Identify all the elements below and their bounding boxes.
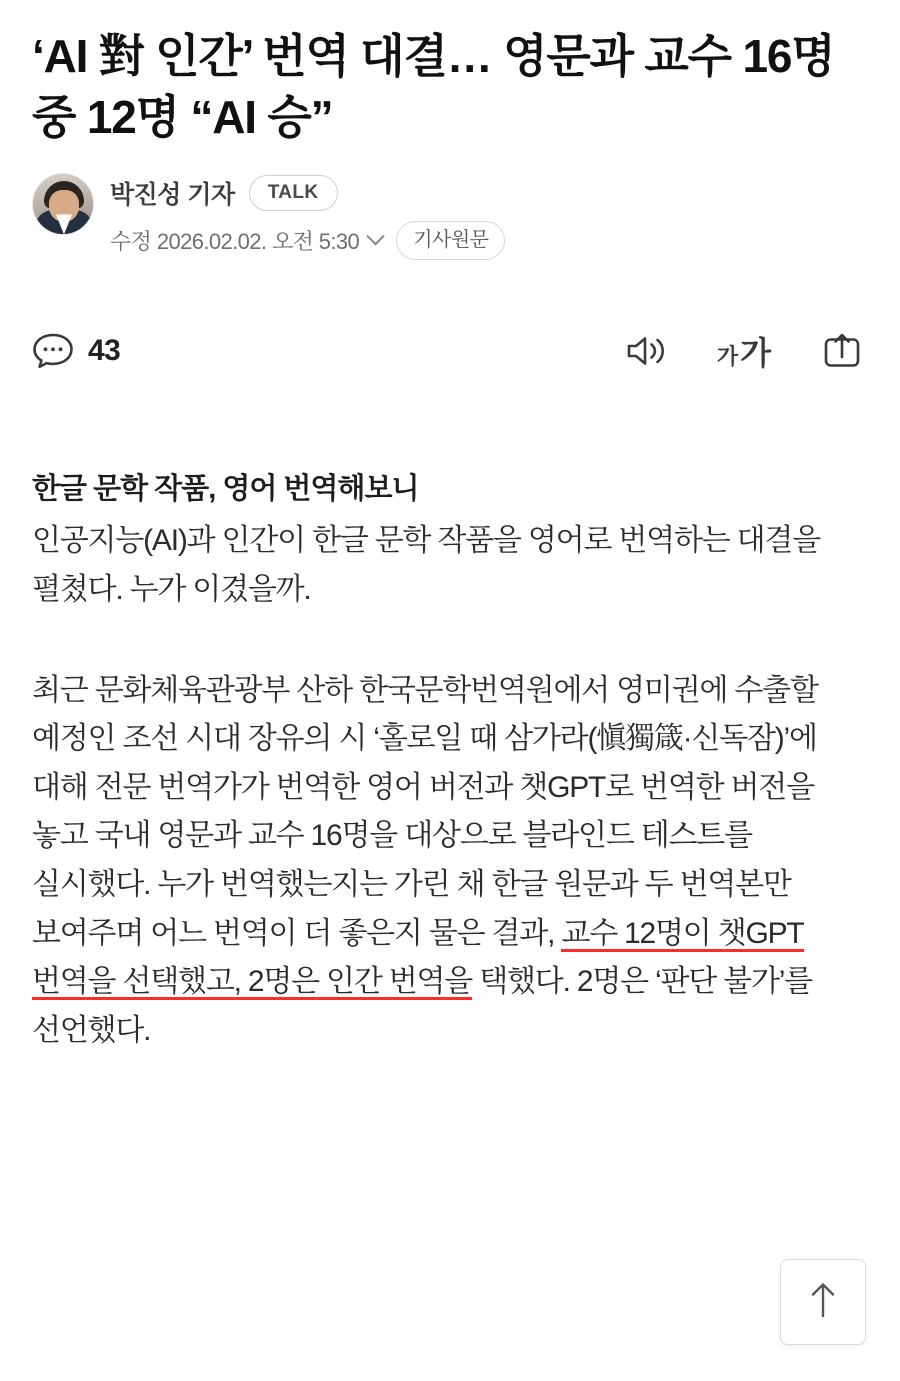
article-subheading: 한글 문학 작품, 영어 번역해보니	[32, 473, 419, 506]
font-size-button[interactable]	[717, 328, 770, 374]
article-paragraph: 인공지능(AI)과 인간이 한글 문학 작품을 영어로 번역하는 대결을 펼쳤다. 누가 이겼을까.	[32, 524, 820, 607]
highlighted-passage: 교수 12명이 챗GPT 번역을 선택했고, 2명은 인간 번역을	[32, 916, 804, 999]
article-paragraph	[32, 667, 868, 1056]
talk-badge[interactable]: TALK	[249, 175, 338, 211]
paragraph-lead: 최근 문화체육관광부 산하 한국문학번역원에서 영미권에 수출할 예정인 조선 시대 장유의 시 ‘홀로일 때 삼가라(愼獨箴·신독잠)’에 대해 전문 번역가가 번역한 영어 버전과 챗GPT로 번역한 버전을 놓고 국내 영문과 교수 16명을 대상으로 블라인드 테스트를 실시했다. 누가 번역했는지는 가린 채 한글 원문과 두 번역본만 보여주며 어느 번역이 더 좋은지 물은 결과,	[32, 673, 818, 950]
chevron-down-icon[interactable]	[366, 228, 384, 246]
article-body	[32, 466, 868, 1055]
comment-icon[interactable]	[32, 331, 74, 371]
reporter-name[interactable]: 박진성 기자	[110, 181, 235, 210]
comment-button[interactable]	[32, 331, 120, 371]
original-article-link[interactable]: 기사원문	[396, 221, 505, 260]
paragraph-tail: 택했다. 2명은 ‘판단 불가’를 선언했다.	[32, 965, 812, 1047]
byline	[32, 173, 868, 266]
speaker-icon[interactable]	[623, 331, 667, 371]
share-icon[interactable]	[820, 330, 864, 372]
article-toolbar	[32, 328, 868, 374]
page-title: ‘AI 對 인간’ 번역 대결… 영문과 교수 16명 중 12명 “AI 승”	[32, 30, 835, 143]
arrow-up-icon	[803, 1278, 843, 1327]
publish-date: 수정 2026.02.02. 오전 5:30	[110, 229, 360, 255]
comment-count: 43	[88, 334, 121, 368]
avatar[interactable]	[32, 173, 94, 235]
scroll-to-top-button[interactable]	[780, 1259, 866, 1345]
font-size-small-label: 가	[716, 344, 738, 370]
font-size-large-label: 가	[740, 335, 770, 372]
